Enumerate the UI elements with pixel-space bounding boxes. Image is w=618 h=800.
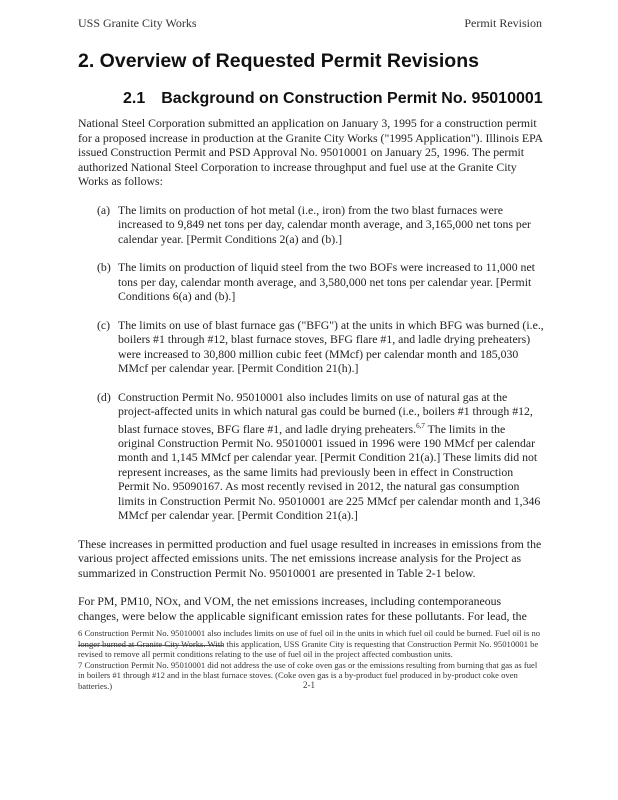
page-header bbox=[78, 16, 542, 31]
list-text bbox=[118, 390, 544, 523]
page-number: 2-1 bbox=[303, 680, 315, 690]
paragraph: These increases in permitted production and fuel usage resulted in increases in emissions from the various project affected emissions units. The net emissions increase analysis for the Project as summarized in Construction Permit No. 95010001 are presented in Table 2-1 below. bbox=[78, 536, 542, 580]
list-text: The limits on production of hot metal (i.e., iron) from the two blast furnaces were increased to 9,849 net tons per day, calendar month average, and 3,165,000 net tons per calendar year. [Permit Conditions 2(a) and (b).] bbox=[118, 202, 531, 246]
section-title: Background on Construction Permit No. 95010001 bbox=[161, 90, 543, 107]
body-text bbox=[78, 116, 544, 646]
paragraph: For PM, PM10, NOx, and VOM, the net emissions increases, including contemporaneous changes, were below the applicable significant emission rates for these pollutants. For lead, the bbox=[78, 594, 527, 623]
list-label: (a) bbox=[97, 202, 111, 217]
footnote-ref[interactable]: 6,7 bbox=[416, 421, 425, 430]
section-heading bbox=[123, 90, 543, 108]
intro-paragraph: National Steel Corporation submitted an application on January 3, 1995 for a construction permit for a proposed increase in production at the Granite City Works ("1995 Application"). Illinois EPA issued Construction Permit and PSD Approval No. 95010001 on January 25, 1996. The permit authorized National Steel Corporation to increase throughput and fuel use at the Granite City Works as follows: bbox=[78, 116, 543, 188]
list-item bbox=[78, 390, 544, 523]
list-text: The limits on production of liquid steel from the two BOFs were increased to 11,000 net tons per day, calendar month average, and 3,580,000 net tons per calendar year. [Permit Conditions 6(a) and (b).] bbox=[118, 260, 535, 303]
list-label: (b) bbox=[97, 260, 111, 274]
section-number: 2.1 bbox=[123, 90, 146, 107]
list-text: The limits on use of blast furnace gas ("BFG") at the units in which BFG was burned (i.e., boilers #1 through #12, blast furnace stoves, BFG flare #1, and ladle drying preheaters) were increased to 30,800 million cubic feet (MMcf) per calendar month and 185,030 MMcf per calendar year. [Permit Condition 21(h).] bbox=[118, 317, 544, 375]
page-title: 2. Overview of Requested Permit Revisions bbox=[78, 50, 479, 72]
footnote: 6 Construction Permit No. 95010001 also includes limits on use of fuel oil in the units in which fuel oil could be burned. Fuel oil is no longer burned at Granite City Works. With this application, USS Granite City is requesting that Construction Permit No. 95010001 be revised to remove all permit conditions relating to the use of fuel oil in the project affected combustion units. bbox=[78, 628, 541, 660]
list-label: (d) bbox=[97, 389, 111, 404]
list-item bbox=[78, 318, 544, 376]
list-item bbox=[78, 203, 544, 247]
list-item bbox=[78, 260, 544, 304]
list-text-part: Construction Permit No. 95010001 also includes limits on use of natural gas at the project-affected units in which natural gas could be burned (i.e., boilers #1 through #12, blast furnace stoves, BFG flare #1, and ladle drying preheaters. bbox=[118, 389, 533, 436]
header-left: USS Granite City Works bbox=[78, 16, 197, 30]
footnote: 7 Construction Permit No. 95010001 did not address the use of coke oven gas or the emissions resulting from burning that gas as fuel in boilers #1 through #12 and in the blast furnace stoves. (Coke oven gas is a by-product fuel produced in by-product coke oven batteries.) bbox=[78, 659, 538, 691]
header-right: Permit Revision bbox=[464, 16, 542, 30]
list-label: (c) bbox=[97, 317, 111, 332]
list-text-part: The limits in the original Construction Permit No. 95010001 issued in 1996 were 190 MMcf per calendar month and 1,145 MMcf per calendar year. [Permit Condition 21(a).] These limits did not represent increases, as the same limits had previously been in effect in Construction Permit No. 95090167. As most recently revised in 2012, the natural gas consumption limits in Construction Permit No. 95010001 are 225 MMcf per calendar month and 1,346 MMcf per calendar year. [Permit Condition 21(a).] bbox=[118, 421, 541, 523]
